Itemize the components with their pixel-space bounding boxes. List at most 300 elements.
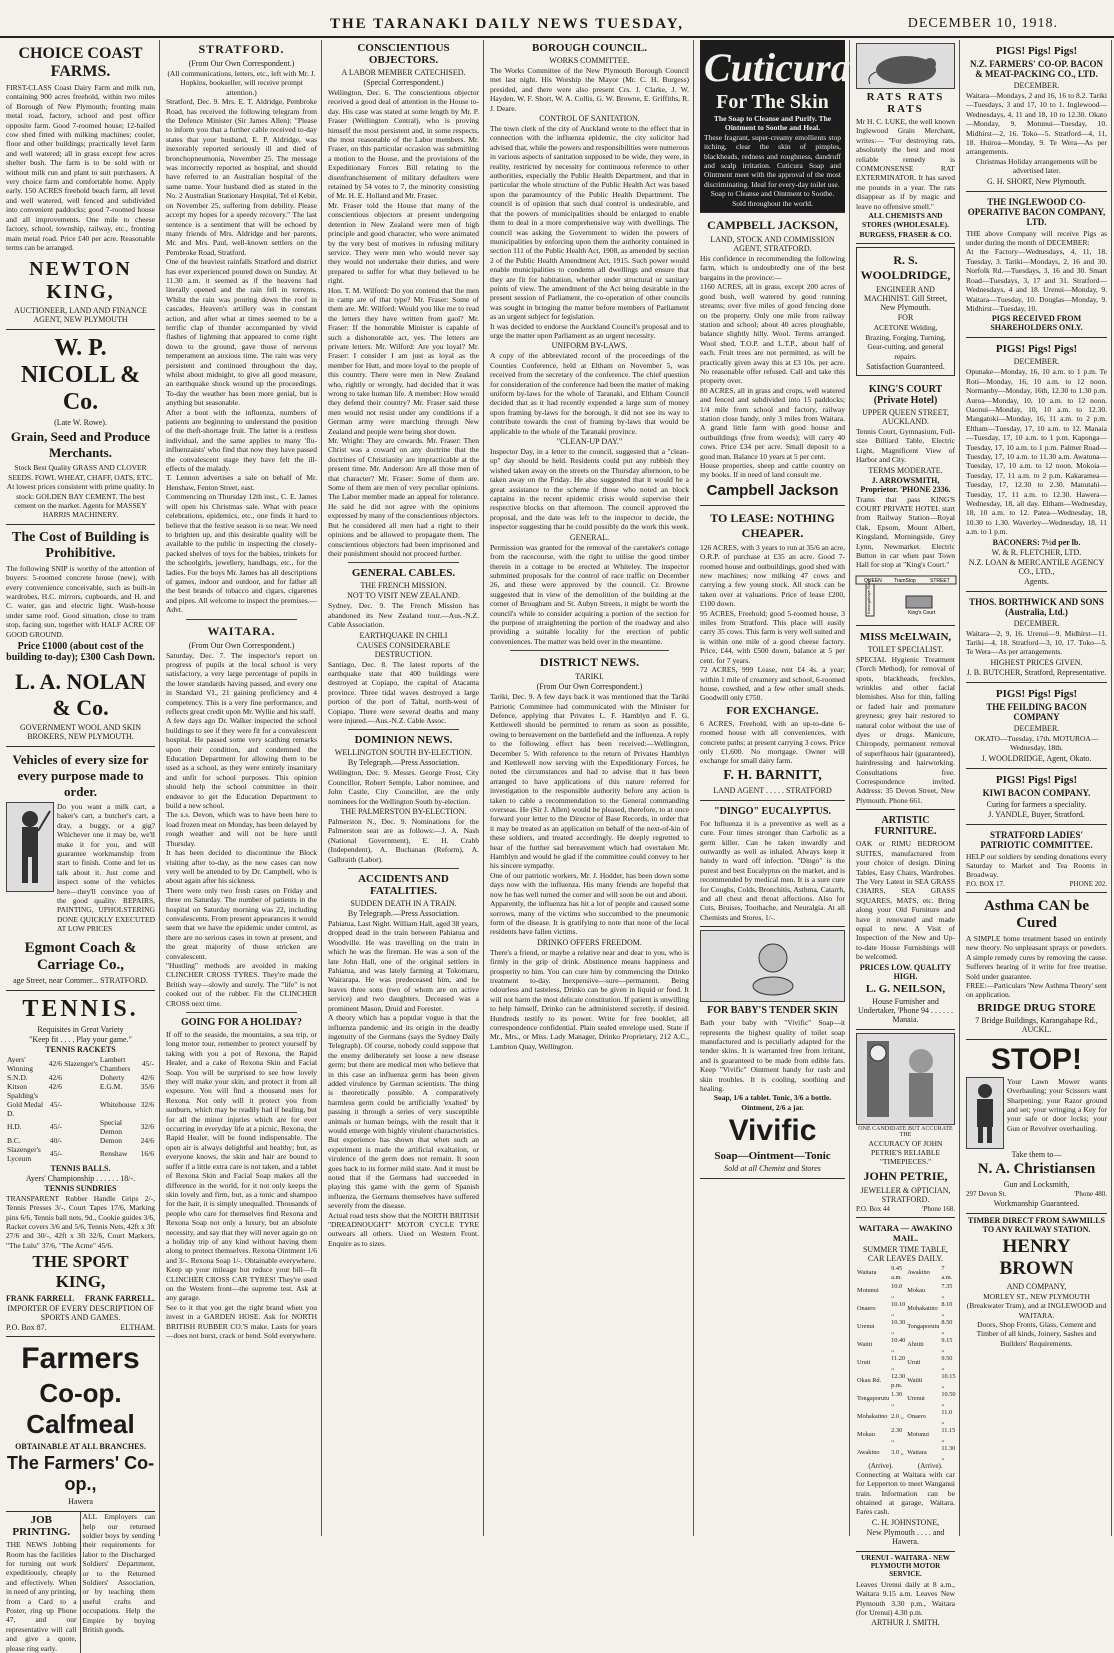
racket-cell: 32/6 xyxy=(140,1099,154,1109)
asthma-text: A SIMPLE home treatment based on entirely new theory. No unpleasant sprays or powders. A simple remedy cures by removing the cause. Sufferers hearing of it write for free treatise. Sold under guarantee. xyxy=(966,933,1107,981)
mail-cell: Waitara xyxy=(907,1449,927,1457)
job-heading: JOB PRINTING. xyxy=(12,1514,71,1539)
mail-cell: Waiiti xyxy=(857,1341,873,1349)
nzloan-name: N.Z. LOAN & MERCANTILE AGENCY CO., LTD., xyxy=(968,557,1105,576)
baby-illustration xyxy=(700,930,845,1002)
bridge-sub: 7 Bridge Buildings, Karangahape Rd., AUCKL. xyxy=(975,1015,1098,1034)
conscientious-p3: Hon. T. M. Wilford: Do you contend that the men in camp are of that type? Mr. Fraser: Some of them are. Mr. Wilford: Would you like me to read the letters they have written from gaol? Mr. Fraser: If the honorable Minister is capable of such a dishonorable act, yes. The letters are private letters. Mr. Wilford: Are you loyal? Mr. Fraser: I consider I am just as loyal as the member for Hutt, and more loyal to the people of this country. There were men in New Zealand who, rightly or wrongly, had decided that it was wrong to take human life. A member: How would they defend their country? Mr. Fraser said these men would not resist under any conditions if a German army were marching through New Zealand and people were being shot down. xyxy=(328,285,479,436)
racket-cell: 35/6 xyxy=(140,1081,154,1091)
cables-p5: Sydney, Dec. 9. The French Mission has abandoned its New Zealand tour.—Aus.-N.Z. Cable Association. xyxy=(328,601,479,630)
dec4: DECEMBER. xyxy=(1013,723,1060,733)
kings-terms: TERMS MODERATE. xyxy=(868,465,943,475)
column-3 xyxy=(324,40,484,1536)
nicoll-name: W. P. NICOLL & Co. xyxy=(20,335,141,416)
newton-king-sub: AUCTIONEER, LAND AND FINANCE AGENT, NEW PLYMOUTH xyxy=(14,306,147,325)
cables-p6: Santiago, Dec. 8. The latest reports of the earthquake state that 400 buildings were destroyed at Copiapo, the capital of Atacama province. Three tidal waves destroyed a large portion of the port of Taltal, north-west of Copiapo. There were several deaths and many were injured.—Aus.-N.Z. Cable Assoc. xyxy=(328,659,479,725)
mail-cell: 8.50 ,, xyxy=(941,1318,953,1335)
artistic-heading: ARTISTIC FURNITURE. xyxy=(874,815,937,838)
holiday-p12: If off to the seaside, the mountains, a sea trip, or long motor tour, remember to protect yourself by taking with you a pot of Rexona, the Rapid Healer, and a cake of Rexona Skin and Facial Soap. You will be surprised to see how lovely they will make your skin, and protect it from all exposure. You will find a thousand uses for Rexona. Not only will it protect you from sunburn, which may be readily had if healing, but for all the minor injuries which are for ever occurring in everyday life at a picnic, Rexona, the Rapid Healer, will be found indispensable. The open air is always delightful and healthy; but, as everyone knows, the skin and hair are bound to suffer if a little extra care is not taken, and a tablet of Rexona Skin and Facial Soap makes all the difference in the world, for it not only keeps the skin lovely and firm, but, as a tonic and shampoo for the hair, it is simply unequalled. Thousands of people who care for themselves find Rexona and Rexona Soap not only a luxury, but an absolute necessity, and say that they will never again go on a holiday trip of any kind without having them along to protect themselves. Rexona Ointment 1/6 and 3/-. Rexona Soap 1/-. Obtainable everywhere. xyxy=(166,1030,317,1265)
farmers-line5: Hawera xyxy=(68,1497,93,1507)
tariki-p8: One of our patriotic workers, Mr. J. Hodder, has been down some days now with the influenza. His many friends are hopeful that now he has well turned the corner and will soon be out and about. xyxy=(490,870,689,899)
baby-prices: Soap, 1/6 a tablet. Tonic, 3/6 a bottle. Ointment, 2/6 a jar. xyxy=(713,1093,832,1112)
nz-xmas: Christmas Holiday arrangements will be advertised later. xyxy=(975,156,1098,176)
henry-foot: Doors, Shop Fronts, Glass, Cement and Timber of all kinds, Joinery, Sashes and Builders' Requirements. xyxy=(976,1319,1097,1348)
mail-cell: 9.50 ,, xyxy=(941,1354,953,1371)
mail-cell: 7 a.m. xyxy=(941,1264,953,1281)
mail-row xyxy=(856,1372,957,1390)
ladies-phone: PHONE 202. xyxy=(1069,879,1107,888)
campbell-p3: 80 ACRES, all in grass and crops, well watered and fenced and subdivided into 15 paddocks; 1/4 mile from school and factory, railway station close handy, only 3 miles from Waitara. A grand little farm with good house and outbuildings (free from weeds); will carry 40 cows. Price £34 per acre. Small deposit to a good man. Balance 10 years at 5 per cent. xyxy=(700,385,845,461)
mail-cell: 10.0 ,, xyxy=(891,1282,903,1299)
mail-row xyxy=(856,1354,957,1372)
campbell-sub: LAND, STOCK AND COMMISSION AGENT, STRATFORD. xyxy=(710,235,835,254)
column-5 xyxy=(696,40,850,1536)
christiansen-phone: 'Phone 480. xyxy=(1074,1189,1107,1198)
mail-text: Connecting at Waitara with car for Lepperton to meet Wanganui train. Information can be obtained at garage, Waitara. Fares cash. xyxy=(856,1469,955,1517)
nicoll-ad xyxy=(6,330,155,524)
ing-text: At the Factory—Wednesdays, 4, 11, 18. Tuesday, 3. Tariki—Mondays, 2, 16 and 30. Norfolk Rd.—Tuesdays, 3, 16 and 30. Smart Road—Tuesdays, 3, 17 and 31. Stratford—Wednesdays, 4 and 18. Urenui—Monday, 9. Waitara—Tuesday, 10. Douglas—Monday, 9. Midhirst—Tuesday, 10. xyxy=(966,247,1107,313)
waitara-byline: (From Our Own Correspondent.) xyxy=(188,640,295,650)
cuticura-foot: Soap to Cleanse and Ointment to Soothe. Sold throughout the world. xyxy=(710,189,835,208)
waitara-p9: It has been decided to discontinue the Block visiting after to-day, as the new cases can now very well be attended to by Dr. Campbell, who is about again after his sickness. xyxy=(166,848,317,886)
works-committee-sub: WORKS COMMITTEE. xyxy=(549,56,630,65)
district-news-heading: DISTRICT NEWS. xyxy=(539,655,640,670)
kings-sub: UPPER QUEEN STREET, AUCKLAND. xyxy=(862,407,949,426)
bylaws-sub: UNIFORM BY-LAWS. xyxy=(551,341,628,351)
barnitt-name: F. H. BARNITT, xyxy=(723,767,822,783)
borough-p3: It was decided to endorse the Auckland Council's proposal and to urge the matter upon Parliament as an urgent necessity. xyxy=(490,321,689,340)
rats-heading: RATS RATS RATS xyxy=(866,91,945,115)
ing-p: THE above Company will receive Pigs as under during the month of DECEMBER: xyxy=(966,228,1107,248)
stratford-byline: (From Our Own Correspondent.) xyxy=(188,59,295,68)
nolan-name: L. A. NOLAN & Co. xyxy=(15,669,146,720)
mail-cell: 9.45 a.m. xyxy=(891,1264,903,1281)
baconers-price: BACONERS: 7½d per lb. xyxy=(992,537,1081,547)
artistic-prices: PRICES LOW. QUALITY HIGH. xyxy=(859,962,952,981)
to-lease-ad xyxy=(700,506,845,801)
mail-row xyxy=(856,1318,957,1336)
mail-sub: SUMMER TIME TABLE, CAR LEAVES DAILY. xyxy=(862,1244,949,1263)
map-label-street: STREET xyxy=(930,577,950,584)
holiday-p14: See to it that you get the right brand when you invest in a GARDEN HOSE. Ask for NORTH BRITISH RUBBER CO.'S make. Lasts for years—does not burst, crack or bend. Sold everywhere. xyxy=(166,1302,317,1340)
henry-brown-ad xyxy=(966,1216,1107,1348)
mail-cell: Ahititi xyxy=(907,1341,924,1349)
racket-cell: Slazenger's Lyceum xyxy=(7,1144,41,1163)
borough-p1: The Works Committee of the New Plymouth Borough Council met last night. His Worship the Mayor (Mr. C. H. Burgess) presided, and there were also present Crs. J. Clarke, J. W. Hayden, W. F. Short, W. A. Collis, G. W. Browne, E. Griffiths, R. J. Deare. xyxy=(490,66,689,113)
kiwi-text: Curing for farmers a speciality. xyxy=(986,799,1087,809)
stop-take: Take them to— xyxy=(1011,1149,1062,1159)
mail-cell: Onaero xyxy=(907,1413,926,1421)
dingo-heading: "DINGO" EUCALYPTUS. xyxy=(714,805,831,817)
stratford-p4: T. Lennon advertises a sale on behalf of Mr. Henshaw, Fenton Street, east. xyxy=(166,473,317,492)
nicoll-line: Grain, Seed and Produce Merchants. xyxy=(10,429,151,461)
mail-cell: 7.35 ,, xyxy=(941,1282,953,1299)
racket-row xyxy=(6,1082,155,1091)
mail-cell: 10.15 ,, xyxy=(941,1372,956,1389)
french-mission-sub: THE FRENCH MISSION. xyxy=(360,581,447,591)
mail-heading: WAITARA — AWAKINO MAIL. xyxy=(858,1222,953,1243)
pigs3-heading: PIGS! Pigs! Pigs! xyxy=(995,687,1078,700)
campbell-big: Campbell Jackson xyxy=(706,481,839,499)
feilding-text: OKATO—Tuesday, 17th. MOTUROA—Wednesday, 18th. xyxy=(974,733,1099,753)
egmont-name: Egmont Coach & Carriage Co., xyxy=(24,939,137,973)
butcher-sig: J. B. BUTCHER, Stratford, Representative. xyxy=(966,667,1107,677)
kings-text: Tennis Court, Gymnasium, Full-size Billiard Table, Electric Light, Magnificent View of Harbor and City. xyxy=(856,426,955,465)
mail-cell: 10.30 ,, xyxy=(891,1318,906,1335)
earthquake-sub2: CAUSES CONSIDERABLE DESTRUCTION. xyxy=(356,640,451,659)
petrie-name: JOHN PETRIE, xyxy=(863,1168,948,1183)
borough-p6: Permission was granted for the removal of the caretaker's cottage from the racecourse, with the right to utilise the good timber therein in a cottage to be erected at Whiteley. The inspector submitted proposals for the control of race traffic on December 26, and these were approved by the council. Cr. Browne suggested that in view of the demolition of the building at the corner of Brougham and St. Aubyn Streets, it might be worth the council's while to consider acquiring a portion of the section for the purpose of straightening the portion of the roadway and also providing a suitable locality for the erection of public conveniences. The matter was held over in the meantime. xyxy=(490,542,689,646)
kiwi-ad xyxy=(966,769,1107,825)
mail-cell: 2.30 ,, xyxy=(891,1426,903,1443)
nolan-sub: GOVERNMENT WOOL AND SKIN BROKERS, NEW PLYMOUTH. xyxy=(20,723,141,741)
borthwick-high: HIGHEST PRICES GIVEN. xyxy=(990,657,1083,667)
petrie-box: P.O. Box 44 xyxy=(856,1204,890,1213)
tennis-sub: Requisites in Great Variety xyxy=(37,1024,124,1034)
mail-cell: Onaero xyxy=(857,1305,876,1313)
tennis-slogan: "Keep fit . . . . Play your game." xyxy=(29,1034,132,1044)
wooldridge-sub: ENGINEER AND MACHINIST. Gill Street, New Plymouth. xyxy=(864,285,947,313)
baby-text: Bath your baby with "Vivific" Soap—it represents the highest quality of toilet soap manufactured and is peculiarly adapted for the tender skins. It is warranted free from irritant, and is guaranteed to be made from edible fats. Keep "Vivific" Ointment handy for rash and skin troubles. It is cooling, soothing and healing. xyxy=(700,1018,845,1094)
borthwick-text: Waitara—2, 9, 16. Urenui—9. Midhirst—11. Tariki—4, 18. Stratford—3, 10, 17. Toko—5. Te Wera—As per arrangements. xyxy=(966,628,1107,657)
artistic-text: OAK or RIMU BEDROOM SUITES, manufactured from your choice of design. Dining Tables, Easy Chairs, Wardrobes. The Very Latest in SEA GRASS CHAIRS, SEA GRASS SQUARES, MATS, etc. Bring along your Old Furniture and have it renovated and made equal to new. A Visit of Inspection of the New and Up-to-date House Furnishings will be welcomed. xyxy=(856,839,955,962)
racket-cell: Kitson xyxy=(7,1081,28,1091)
stratford-p5: Commencing on Thursday 12th inst., C. E. James will open his Christmas sale. What with peace celebrations, epidemics, etc., one finds it hard to believe that the festive season is so near. We need to brighten up, and this desirable quality will be available to the public in inspecting the closely-packed shelves of toys for the babies, trinkets for the schoolgirls, jewellery, handbags, etc., for the ladies. For the boys Mr. James has all descriptions of games, indoor and outdoor, and for father all the best brands of tobacco and cigars, cigarettes and pipes. All welcome to inspect the premises.—Advt. xyxy=(166,492,317,615)
racket-cell: Slazenger's xyxy=(64,1059,98,1069)
mail-row xyxy=(856,1408,957,1426)
ladies-heading: STRATFORD LADIES' PATRIOTIC COMMITTEE. xyxy=(980,829,1093,850)
mail-cell: 1.30 ,, xyxy=(891,1390,903,1407)
racket-cell: Spalding's Gold Medal D. xyxy=(7,1090,44,1118)
feilding-heading: THE FEILDING BACON COMPANY xyxy=(986,701,1087,722)
newton-king-name: NEWTON KING, xyxy=(29,258,132,304)
coachman-illustration xyxy=(6,802,54,892)
waitara-p6: Saturday, Dec. 7. The inspector's report on progress of pupils at the local school is very satisfactory, a very large percentage of pupils in the lower standards having passed, and every one in Standard VI., 21 gaining proficiency and 4 competency. This is a very fine performance, and reflects great credit upon Mr. Wyllie and his staff. xyxy=(166,650,317,716)
tariki-p7: Tariki, Dec. 9. A few days back it was mentioned that the Tariki Patriotic Committee had communicated with the Minister for Defence, applying that Privates L. F. Hamblyn and F. G. Kettlewell should be permitted to return as soon as possible, owing to bereavement on the battlefield and the influenza. A reply to the following effect has been received:—Wellington, December 5. With reference to the return of Privates Hamblyn and Kettlewell now serving with the Expeditionary Forces, he noted the circumstances and had to advise that it has been arranged to have applications of this nature referred for investigation to the responsible authority before any action is taken to cable a recommendation to the General commanding overseas. He (Sir J. Allen) would be pleased, therefore, to at once forward your letter to the Director of Base Records, in order that it may be treated as an application on behalf of the next-of-kin of these soldiers, and treated accordingly. He deeply regretted to hear of the further sad bereavement which had overtaken Mr. Hamblyn and would be glad if the committee could convey to her his sincere sympathy. xyxy=(490,692,689,871)
egmont-sub: age Street, near Commer... STRATFORD. xyxy=(13,975,148,985)
stratford-heading: STRATFORD. xyxy=(198,42,285,56)
cost-heading: The Cost of Building is Prohibitive. xyxy=(12,529,149,561)
ing-heading: THE INGLEWOOD CO-OPERATIVE BACON COMPANY, LTD. xyxy=(967,196,1106,227)
farmers-coop-ad xyxy=(6,1337,155,1512)
stratford-p1: Stratford, Dec. 9. Mrs. E. T. Aldridge, Pembroke Road, has received the following telegram from the Defence Minister (Sir James Allen): "Please to inform you that a further cable received to-day states that your husband, E. P. Aldridge, was inexorably reported seriously ill and died of bronchopneumonia, November 25. The message was incorrectly reported as hospital, and should have referred to an Australian hospital of the same name. Your husband died as stated in the No. 2 Australian Stationary Hospital, Tel el Kebir, on November 25, suffering from debility. Please accept my hopes for a speedy recovery." The last sentence is a sentiment that will be echoed by many friends of Mrs. Aldridge and her parents, Mr. and Mrs. Paul, well-known settlers on the Pembroke Road, Stratford. xyxy=(166,97,317,257)
stratford-p3: After a bout with the influenza, numbers of patients are beginning to understand the position of the theft-shortage fruit. The latter is a restless individual, and the same applies to many 'flu-influenzaists' who find that now they have passed the convalescent stage they have felt the ill-effects of the malady. xyxy=(166,407,317,474)
racket-cell: 42/6 xyxy=(140,1072,154,1082)
tennis-heading: TENNIS. xyxy=(22,995,139,1022)
racket-cell: 40/- xyxy=(49,1135,63,1145)
rackets-heading: TENNIS RACKETS xyxy=(45,1044,116,1054)
christiansen-addr: 297 Devon St. xyxy=(966,1189,1007,1198)
mcelwain-name: MISS McELWAIN, xyxy=(859,630,952,643)
kings-court-ad xyxy=(856,379,955,626)
farms-heading: CHOICE COAST FARMS. xyxy=(18,45,143,80)
borough-p4: A copy of the abbreviated record of the proceedings of the Counties Conference, held at Eltham on November 5, was received from the secretary of the conference. The chief question for consideration of the conference had been the matter of making uniform by-laws for the whole of Taranaki, and Eltham Council decided that as it had recently expended a large sum of money upon framing by-laws for the borough, it did not see its way to contribute towards the cost of framing by-laws that would be applicable to the whole of the Taranaki province. xyxy=(490,351,689,436)
mail-arrive: (Arrive). xyxy=(868,1461,894,1470)
mail-row xyxy=(856,1444,957,1462)
masthead xyxy=(0,0,1114,38)
mail-car-ad xyxy=(856,1218,955,1552)
henry-text: MORLEY ST., NEW PLYMOUTH (Breakwater Tram), and at INGLEWOOD and WAITARA. xyxy=(966,1291,1107,1320)
conscientious-p2: Mr. Fraser told the House that many of the conscientious objectors at present undergoing detention in New Zealand were men of high principle and good character, who were animated by the very best of motives in refusing military service. They were men who would never say they would not undertake their duties, and were prepared to suffer for what they believed to be right. xyxy=(328,200,479,286)
farmers-line3: OBTAINABLE AT ALL BRANCHES. xyxy=(15,1442,146,1452)
mail-row xyxy=(856,1282,957,1300)
pigs-heading: PIGS! Pigs! Pigs! xyxy=(995,45,1078,57)
racket-row xyxy=(6,1118,155,1136)
drinko-p10: There's a friend, or maybe a relative near and dear to you, who is firmly in the grip of drink. Abstinence means happiness and prosperity to him. You can cure him by commencing the Drinko treatment to-day. Inexpensive—sure—permanent. Being odourless and tasteless, Drinko can be given in liquid or food. It will not harm the most delicate constitution. If patient is unwilling to help himself, Drinko can be administered secretly, if desired. Hundreds testify to its power. Write for free booklet, all correspondence confidential. Plain sealed envelope used. State if Mr., Mrs., or Miss. Lady Manager, Drinko Proprietary, 212 A.C., Lambton Quay, Wellington. xyxy=(490,947,689,1051)
mail-row xyxy=(856,1264,957,1282)
nz-text: Waitara—Mondays, 2 and 16, 16 to 8.2. Tariki—Tuesdays, 3 and 17, 10 to 1. Inglewood—Wednesdays, 4, 11 and 18, 10 to 12.30. Okato—Monday, 9. Motunui—Tuesday, 10. Midhirst—2, 16. Toko—5. Stratford—4, 11, 18. Huiroa—Monday, 9. Te Wera—As per arrangements. xyxy=(966,91,1107,157)
motor-sig: ARTHUR J. SMITH. xyxy=(871,1618,940,1628)
asthma-free: FREE:—Particulars 'New Asthma Theory' sent on application. xyxy=(966,980,1107,1000)
mail-cell: Mohakatino xyxy=(907,1305,938,1313)
racket-row xyxy=(6,1136,155,1145)
sundries-heading: TENNIS SUNDRIES xyxy=(44,1183,117,1193)
mail-cell: Tongaporutu xyxy=(907,1323,940,1331)
cuticura-tag: The Soap to Cleanse and Purify. The Ointment to Soothe and Heal. xyxy=(713,114,832,133)
kings-prop: J. ARROWSMITH, Proprietor. 'PHONE 2336. xyxy=(860,475,951,494)
racket-cell: Renshaw xyxy=(99,1149,128,1159)
mail-cell: 8.10 ,, xyxy=(941,1300,953,1317)
sport-king-name: THE SPORT KING, xyxy=(32,1252,129,1292)
sundries-text: TRANSPARENT Rubber Handle Grips 2/-, Tennis Presses 3/-, Court Tapes 17/6, Marking pins 6/6, Tennis ball nets, 9d., Cookie guides 3/6, Racket covers 3/6 and 5/6, Tennis Nets, 42ft x 3ft 27/6 and 30/-, 42ft x 3ft 32/6, Court Markers, "The Lulu" 37/6, "The Acme" 45/6. xyxy=(6,1193,155,1250)
farrell-line: IMPORTER OF EVERY DESCRIPTION OF SPORTS AND GAMES. xyxy=(7,1304,154,1323)
rats-ad xyxy=(856,40,955,244)
ing-foot: PIGS RECEIVED FROM SHAREHOLDERS ONLY. xyxy=(990,314,1083,333)
mail-cell: Awakino xyxy=(857,1449,880,1457)
neilson-sub: House Furnisher and Undertaker, 'Phone 94 . . . . . . Manaia. xyxy=(857,996,954,1024)
motor-text: Leaves Urenui daily at 8 a.m., Waitara 9.15 a.m. Leaves New Plymouth 3.30 p.m., Waitara (for Urenui) 4.30 p.m. xyxy=(856,1579,955,1618)
mail-cell: 12.30 p.m. xyxy=(891,1372,906,1389)
job-printing-row xyxy=(6,1512,155,1653)
column-4 xyxy=(486,40,694,1536)
nz-month: DECEMBER. xyxy=(1013,81,1060,90)
waitara-p10: There were only two fresh cases on Friday and three on Saturday. The number of patients in the hospital on Saturday morning was 22, including convalescents. From present appearances it would seem that we have the epidemic under control, as there are no serious cases in town at present, and the great majority of those stricken are convalescent. xyxy=(166,885,317,961)
sanitation-sub: CONTROL OF SANITATION. xyxy=(539,114,640,124)
bridge-heading: BRIDGE DRUG STORE xyxy=(977,1001,1096,1014)
nicoll-late: (Late W. Rowe). xyxy=(54,418,107,428)
general-sub: GENERAL. xyxy=(569,532,610,542)
farrell-town: ELTHAM. xyxy=(120,1323,155,1333)
newspaper-title: THE TARANAKI DAILY NEWS TUESDAY, xyxy=(330,16,684,32)
accidents-heading: ACCIDENTS AND FATALITIES. xyxy=(358,873,449,898)
mail-arrive2: (Arrive). xyxy=(917,1461,943,1470)
map-label-queen: QUEEN xyxy=(864,577,882,584)
mail-cell: Motunui xyxy=(907,1431,929,1439)
mail-cell: Waitara xyxy=(857,1269,877,1277)
mail-cell: 11.15 ,, xyxy=(941,1426,956,1443)
farmers-line2: Co-op. Calfmeal xyxy=(26,1378,135,1440)
racket-row xyxy=(6,1073,155,1082)
borough-p5: Inspector Day, in a letter to the council, suggested that a "clean-up" day should be held. Residents could put any rubbish they wished taken away on the streets on the Thursday afternoon, to be taken away on the Friday. He also suggested that it would be a great assistance to the scheme if those who noted an block captains in the recent epidemic crisis would supervise their respective blocks on that afternoon. The council approved the proposal, and the date was left to the inspector to decide, the inspector suggesting that he could possibly do the work this week. xyxy=(490,447,689,532)
lease-p2: 95 ACRES, Freehold; good 5-roomed house, 3 miles from Stratford. This place will easily carry 35 cows. This farm is very well suited and is within one mile of a good cheese factory. Price, £44, with £500 down, balance at 5 per cent. for 7 years. xyxy=(700,608,845,665)
racket-cell: 45/- xyxy=(49,1149,63,1159)
policeman-illustration xyxy=(966,1077,1004,1149)
stop-text: Your Lawn Mower wants Overhauling; your Scissors want Sharpening; your Razor ground and set; your wringing a Key for your safe or door locks; your Gun or Revolver overhauling. xyxy=(1007,1076,1107,1133)
accidents-p11: Actual road tests show that the NORTH BRITISH "DREADNOUGHT" MOTOR CYCLE TYRE outwears all others. Used on Western Front. Enquire as to sizes. xyxy=(328,1210,479,1248)
farrell-left: FRANK FARRELL xyxy=(6,1294,75,1304)
petrie-p: ACCURACY OF JOHN PETRIE'S RELIABLE "TIMEPIECES." xyxy=(868,1138,943,1167)
mail-cell: Urenui xyxy=(857,1323,875,1331)
exchange-p1: 6 ACRES, Freehold, with an up-to-date 6-roomed house with all conveniences, with concrete paths; at present carrying 3 cows. Price only £1,600. No mortgage. Owner will exchange for small dairy farm. xyxy=(700,718,845,766)
racket-cell: 42/6 xyxy=(48,1059,63,1069)
fletcher-pigs-ad xyxy=(966,338,1107,591)
pigs2-heading: PIGS! Pigs! Pigs! xyxy=(995,343,1078,356)
issue-date: DECEMBER 10, 1918. xyxy=(907,16,1058,31)
mail-cell: Okau Rd. xyxy=(857,1377,882,1385)
racket-cell xyxy=(63,1082,99,1091)
asthma-heading: Asthma CAN be Cured xyxy=(984,897,1089,931)
holiday-p13: Keep up your mileage but reduce your bill—fit CLINCHER CROSS CAR TYRES! They're used on the Western front—the supreme test. Ask at any garage. xyxy=(166,1265,317,1303)
tariki-byline: (From Our Own Correspondent.) xyxy=(536,682,643,692)
map-label-karangahape: Karangahape Road xyxy=(866,579,871,614)
vivific-sold: Sold at all Chemist and Stores xyxy=(724,1164,821,1174)
mcelwain-sub: TOILET SPECIALIST. xyxy=(867,644,944,654)
rat-trap-illustration xyxy=(856,43,955,89)
dingo-text: For Influenza it is a preventive as well as a cure. Four times stronger than Carbolic as a germ killer. Can be taken inwardly and outwardly as well as inhaled. Always keep it handy to ward off infection. "Dingo" is the purest and best Eucalyptus on the market, and is recommended by medical men. It is a sure cure for Coughs, Colds, Bronchitis, Asthma, Catarrh, and all chest and throat affections. Also for Cuts, Bruises, Toothache, and Neuralgia. At all Chemists and Stores, 1/-. xyxy=(700,818,845,922)
mail-owner: C. H. JOHNSTONE, xyxy=(871,1517,940,1527)
racket-cell: 24/6 xyxy=(140,1135,154,1145)
cleanup-sub: "CLEAN-UP DAY." xyxy=(556,437,623,447)
accidents-p9: Pahiatua, Last Night. William Hall, aged 38 years, dropped dead in the train between Pahiatua and Woodville. He was travelling on the train in which he was the fireman. He was a son of the late John Hall, one of the original settlers in Pahiatua, and was lately farming at Tokomaru, Wairarapa. He was predeceased him, and he leaves three sons (two of whom are on active service) and two daughters. Deceased was a prominent Mason, Druid and Forester. xyxy=(328,919,479,1013)
timber-heading: TIMBER DIRECT FROM SAWMILLS TO ANY RAILWAY STATION. xyxy=(968,1215,1105,1234)
clock-caption: ONE CANDIDATE BUT ACCURATE THE xyxy=(858,1125,953,1138)
column-7 xyxy=(962,40,1112,1536)
racket-cell: 32/6 xyxy=(140,1122,154,1132)
racket-cell: Special Demon xyxy=(99,1117,122,1136)
wooldridge-text: ACETONE Welding, Brazing, Forging, Turning, Gear-cutting, and general repairs. xyxy=(865,323,946,361)
sudden-death-sub: SUDDEN DEATH IN A TRAIN. xyxy=(350,899,457,909)
lease-p1: 126 ACRES, with 3 years to run at 35/6 an acre, O.R.P. of purchase at £35 an acre. Good 7-roomed house and outbuildings, good shed with new machines; now milking 47 cows and carrying a few young stock. All stock can be taken over at valuations. Price of lease £200, £100 down. xyxy=(700,542,845,609)
balls-line: Ayers' Championship . . . . . . 18/-. xyxy=(25,1173,136,1183)
mcelwain-ad xyxy=(856,626,955,811)
borough-p2: The town clerk of the city of Auckland wrote to the effect that in connection with the influenza epidemic, the city solicitor had advised that, while the powers and responsibilities were numerous in various aspects of sanitation supposed to be wide, they were, in reality, restricted by necessity for continuous reference to other authorities, especially the Public Health Department, and that in particular the whole structure of the Public Health Act was based upon the paramountcy of the Public Health Department. The council is of opinion that such dual control is undesirable, and that the powers of municipalities should be enlarged to enable them to deal in a more comprehensive way with dwellings. The council was asking the Government to widen the powers of municipalities by enforcing upon them the authority contained in section 111 of the Public Health Act, 1908, as amended by section 2 of the Public Health Amendment Act, 1915. Such power would enable municipalities to condemn all dwellings and ensure that they are fit for habitation, whether under structural or sanitary points of view. The amendment of the Act being desirable in the present session of Parliament, the co-operation of other councils was sought in bringing the matter before members of Parliament as an urgent subject for legislation. xyxy=(490,124,689,322)
inglewood-bacon-ad xyxy=(966,192,1107,339)
nz-heading: N.Z. FARMERS' CO-OP. BACON & MEAT-PACKING CO., LTD. xyxy=(969,59,1103,79)
cost-of-building-ad xyxy=(6,525,155,747)
mail-cell: 10.50 ,, xyxy=(941,1390,956,1407)
conscientious-sub: A LABOR MEMBER CATECHISED. xyxy=(341,68,466,77)
racket-cell: Doherty xyxy=(99,1072,125,1082)
farmers-line4: The Farmers' Co-op., xyxy=(6,1453,155,1495)
lease-p3: 72 ACRES, 999 Lease, rent £4 4s. a year; within 1 mile of creamery and school, 6-roomed house, cowshed, and a few other small sheds. Goodwill only £750. xyxy=(700,665,845,703)
mail-cell: Uruti xyxy=(857,1359,871,1367)
wooldridge-name: R. S. WOOLDRIDGE, xyxy=(860,253,951,283)
racket-cell xyxy=(63,1118,99,1136)
campbell-p1: His confidence in recommending the following farm, which is undoubtedly one of the best bargains in the province:— xyxy=(700,254,845,282)
mail-cell: Mokau xyxy=(857,1431,875,1439)
campbell-p2: 1160 ACRES, all in grass, except 200 acres of good bush, well watered by good running streams; over five miles of good fencing done on the property. Only one mile from railway station and school; about 40 acres ploughable, balance slightly hilly. Wool. Terms arranged. Wool shed, T.O.P. and L.T.P., about half of each. Fruit trees are not permitted, as will be practically given away this at £3 10s. per acre. No reasonable offer refused. Call and take this property over. xyxy=(700,282,845,386)
kings-heading: KING'S COURT (Private Hotel) xyxy=(868,383,943,406)
motor-service-ad xyxy=(856,1554,955,1628)
racket-row xyxy=(6,1091,155,1118)
dominion-p7: Wellington, Dec. 9. Messrs. George Frost, City Councillor, Robert Semple, Labor nominee, and John Castle, City Councillor, are the only nominees for the Wellington South by-election. xyxy=(328,768,479,806)
tariki-sub: TARIKI. xyxy=(575,672,604,682)
mail-cell: 11.30 ,, xyxy=(941,1444,956,1461)
wooldridge-ad xyxy=(856,247,955,376)
rats-sold: ALL CHEMISTS AND STORES (WHOLESALE). BURGESS, FRASER & CO. xyxy=(859,211,952,239)
farms-text: FIRST-CLASS Coast Dairy Farm and milk run, containing 900 acres freehold, within two miles of Borough of New Plymouth; fronting main metal road, factory, school and post office opposite farm. Good 7-roomed house; 12-bailed cow shed fitted with milking machines; cooler, floor and other buildings; practically level farm and well watered; all in grass except few acres shelter bush. The farm is to be sold with or without milk run and plant to suit purchasers. A very choice farm and comfortable home. Apply early. 150 ACRES freehold beach farm, all level and well watered, well fenced and subdivided into convenient paddocks; good 7-roomed house and all improvements. One mile to cheese factory, school, township, railway, etc., fronting main metal road. Price £40 per acre. Reasonable terms can be arranged. xyxy=(6,83,155,252)
racket-cell: 45/- xyxy=(49,1099,63,1109)
henry-name: HENRY BROWN xyxy=(999,1235,1074,1279)
pigs4-heading: PIGS! Pigs! Pigs! xyxy=(995,773,1078,786)
vehicles-text: Do you want a milk cart, a baker's cart, a butcher's cart, a dray, a buggy, or a gig? Whichever one it may be, we'll make it for you, and will guarantee workmanship from start to finish. Come and let us talk about it. Just come and inspect some of the vehicles here—they'll convince you of the good quality. REPAIRS, PAINTING, UPHOLSTERING DONE QUICKLY EXECUTED AT LOW PRICES xyxy=(57,802,155,934)
dec3: DECEMBER. xyxy=(1013,618,1060,628)
employers-text: ALL Employers can help our returned soldier boys by sending their requirements for labor to the Discharged Soldiers' Department, or to the Returned Soldiers' Association, or by teaching them useful crafts and occupations. Help the Empire by buying British goods. xyxy=(82,1512,155,1634)
nicoll-text: Stock Best Quality GRASS AND CLOVER SEEDS. FOWL WHEAT, CHAFF, OATS, ETC. At lowest prices consistent with prime quality. In stock: GOLDEN BAY CEMENT. The best cement on the market. Agents for MASSEY HARRIS MACHINERY. xyxy=(6,463,155,520)
farmers-line1: Farmers xyxy=(21,1342,140,1376)
waitara-heading: WAITARA. xyxy=(207,623,276,638)
racket-cell xyxy=(63,1091,99,1118)
cuticura-logo: Cuticura xyxy=(704,45,851,90)
map-label-kings-court: King's Court xyxy=(908,609,936,616)
mail-cell: Mohakatino xyxy=(857,1413,888,1421)
kings-court-map xyxy=(856,570,956,616)
cost-price: Price £1000 (about cost of the building to-day); £300 Cash Down. xyxy=(6,641,155,663)
vivific-sub: Soap—Ointment—Tonic xyxy=(714,1150,831,1163)
barnitt-sub: LAND AGENT . . . . . STRATFORD xyxy=(713,785,832,795)
mail-cell: 3.0 ,, xyxy=(891,1449,904,1457)
petrie-phone: 'Phone 168. xyxy=(922,1204,955,1213)
mail-cell: 11.20 ,, xyxy=(891,1354,906,1371)
french-mission-sub2: NOT TO VISIT NEW ZEALAND. xyxy=(347,591,460,601)
racket-cell: H.D. xyxy=(7,1122,22,1132)
vehicles-heading: Vehicles of every size for every purpose made to order. xyxy=(12,752,149,799)
vehicles-ad xyxy=(6,747,155,991)
racket-cell: 42/6 xyxy=(48,1072,63,1082)
job-text: THE NEWS Jobbing Room has the facilities for turning out work expeditiously, cheaply and effectively. When in need of any printing, from a Card to a Poster, ring up Phone 47, and our representative will call and give a quote, please ring early. xyxy=(6,1540,77,1653)
racket-cell xyxy=(63,1073,99,1082)
dingo-ad xyxy=(700,801,845,927)
mail-cell: 2.0 ,, xyxy=(891,1413,904,1421)
wellington-south-sub: WELLINGTON SOUTH BY-ELECTION. xyxy=(334,748,473,758)
holiday-heading: GOING FOR A HOLIDAY? xyxy=(180,1017,303,1028)
racket-cell: 16/6 xyxy=(140,1149,154,1159)
racket-cell xyxy=(63,1136,99,1145)
clock-man-illustration xyxy=(856,1033,955,1125)
sudden-death-byline: By Telegraph.—Press Association. xyxy=(347,909,460,919)
racket-cell: Lambert Chambers xyxy=(99,1054,131,1073)
dominion-news-heading: DOMINION NEWS. xyxy=(354,734,453,747)
farrell-box: P.O. Box 87. xyxy=(6,1323,47,1333)
accidents-p10: A theory which has a popular vogue is that the influenza pandemic and its origin in the deadly ingenuity of the Germans (says the Sydney Daily Telegraph). Of course, nobody could suppose that the enemy deliberately set loose a new disease germ; but there are medical men who believe that in this case an influenza germ has been given added virulence by German scientists. The thing is theoretically possible. A comparatively harmless germ could be artificially 'exalted' by passing it through a series of very susceptible animals or human beings, with the result that it would emerge with highly virulent characteristics. But experience has shown that when such an experiment is made the artificial exaltation, or virulence of the germ does not remain. It soon goes back to its former mild state. And it must be noted that if the Germans had succeeded in playing this game with the germ of Spanish influenza, the Germans themselves have suffered severely from the disease. xyxy=(328,1013,479,1211)
conscientious-heading: CONSCIENTIOUS OBJECTORS. xyxy=(357,42,450,66)
racket-cell: 45/- xyxy=(141,1059,154,1069)
mail-row xyxy=(856,1300,957,1318)
nz-farmers-bacon-ad xyxy=(966,40,1107,192)
racket-row xyxy=(6,1055,155,1073)
cuticura-ad xyxy=(700,40,851,213)
mail-cell: 10.10 ,, xyxy=(891,1300,906,1317)
conscientious-p4: Mr. Wright: They are cowards. Mr. Fraser: Then Christ was a coward on any doctrine that the doctrines of Christianity are impracticable at the present time. Mr. Anderson: Are all those men of that character? Mr. Fraser: Some of them are. Some of them are men of very peculiar opinions. The Labor member made an appeal for tolerance. He said he did not agree with the opinions expressed by many of the conscientious objectors. But he considered all men had a right to their opinions and be allowed to propagate them. The conscientious objectors had been imprisoned and their punishment should not proceed further. xyxy=(328,436,479,558)
christiansen-sub: Gun and Locksmith, xyxy=(1003,1179,1070,1189)
ladies-text: HELP our soldiers by sending donations every Saturday to Market and Tea Rooms in Broadway. xyxy=(966,851,1107,880)
wooldridge-sat: Satisfaction Guaranteed. xyxy=(866,361,945,371)
earthquake-sub: EARTHQUAKE IN CHILI xyxy=(359,630,448,640)
artistic-furniture-ad xyxy=(856,810,955,1029)
exchange-heading: FOR EXCHANGE. xyxy=(726,704,819,717)
kiwi-heading: KIWI BACON COMPANY. xyxy=(982,787,1091,798)
dec2: DECEMBER. xyxy=(1013,357,1060,367)
nz-sig: G. H. SHORT, New Plymouth. xyxy=(987,176,1086,186)
racket-row xyxy=(6,1145,155,1163)
feilding-ad xyxy=(966,683,1107,769)
balls-heading: TENNIS BALLS. xyxy=(50,1163,111,1173)
cuticura-for: For The Skin xyxy=(716,91,829,113)
racket-cell: E.G.M. xyxy=(99,1081,123,1091)
baby-heading: FOR BABY'S TENDER SKIN xyxy=(707,1005,838,1017)
racket-cell: B.C. xyxy=(7,1135,21,1145)
cuticura-text: These fragrant, super-creamy emollients stop itching, clear the skin of pimples, blackheads, redness and roughness, dandruff and scalp irritation. Cuticura Soap and Ointment meet with the approval of the most discriminating. Ideal for every-day toilet use. xyxy=(704,132,841,189)
